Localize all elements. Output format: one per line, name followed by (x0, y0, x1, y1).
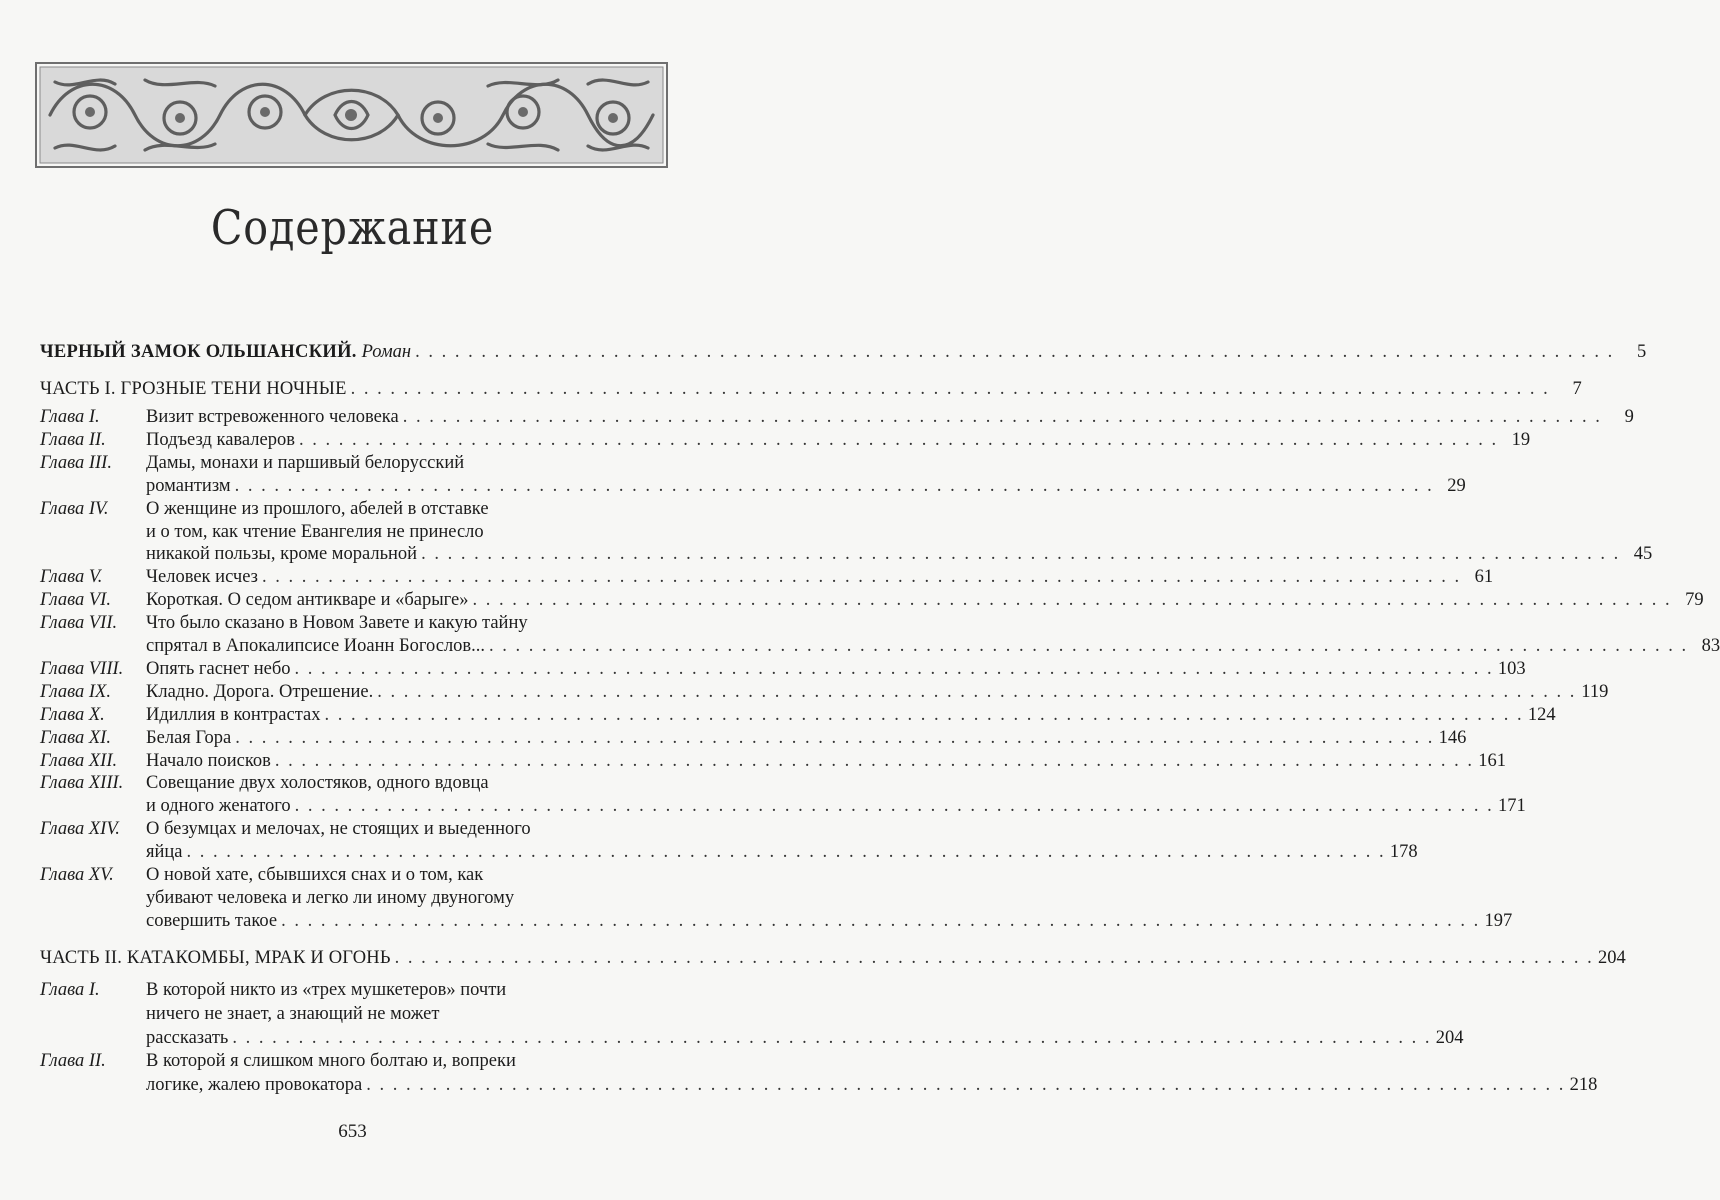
chapter-label: Глава VI. (40, 590, 111, 611)
dot-leader: . . . . . . . . . . . . . . . . . . . . . . . . . . . . . . . . . . . . . . . . . . . . . . . . . . . . . . . . . . . . . . . . . . . . . . . . . . . . . . . . . . . . . . . . . . . (489, 636, 1689, 656)
chapter-title-line: Идиллия в контрастах (146, 704, 321, 725)
toc-line (146, 588, 1704, 612)
chapter-title-line: Человек исчез (146, 567, 258, 588)
page-number-ref: 7 (1572, 379, 1582, 399)
chapter-title-line: Короткая. О седом антикваре и «барыге» (146, 590, 469, 611)
page-title: Содержание (210, 200, 495, 256)
chapter-label: Глава XII. (40, 750, 118, 771)
page-number-ref: 9 (1624, 407, 1634, 427)
toc-line (40, 946, 1626, 970)
chapter-title-line: О женщине из прошлого, абелей в отставке (146, 498, 489, 519)
toc-line (146, 978, 623, 1002)
chapter-label: Глава II. (40, 429, 106, 450)
toc-line (146, 703, 1556, 727)
chapter-label: Глава IX. (40, 681, 111, 702)
dot-leader: . . . . . . . . . . . . . . . . . . . . . . . . . . . . . . . . . . . . . . . . . . . . . . . . . . . . . . . . . . . . . . . . . . . . . . . . . . . . . . . . . . . . . . . . . . . (402, 407, 1602, 427)
page-number-ref: 19 (1511, 429, 1531, 450)
toc-line (146, 428, 1531, 452)
decorative-ornament-header (35, 62, 668, 168)
chapter-title-line: Начало поисков (146, 750, 271, 771)
novel-title (40, 340, 411, 364)
chapter-title-line: Совещание двух холостяков, одного вдовца (146, 773, 489, 794)
toc-line (146, 451, 623, 475)
dot-leader: . . . . . . . . . . . . . . . . . . . . . . . . . . . . . . . . . . . . . . . . . . . . . . . . . . . . . . . . . . . . . . . . . . . . . . . . . . . . . . . . . . . . . . . . . . . (324, 704, 1524, 725)
toc-line (146, 1026, 1464, 1050)
chapter-title-line: яйца (146, 842, 183, 863)
chapter-label: Глава V. (40, 567, 103, 588)
dot-leader: . . . . . . . . . . . . . . . . . . . . . . . . . . . . . . . . . . . . . . . . . . . . . . . . . . . . . . . . . . . . . . . . . . . . . . . . . . . . . . . . . . . . . . . . . . . (298, 429, 1499, 450)
chapter-title-line: ничего не знает, а знающий не может (146, 1003, 440, 1024)
toc-line (146, 794, 1526, 818)
chapter-label: Глава I. (40, 407, 100, 427)
chapter-label: Глава II. (40, 1051, 106, 1072)
chapter-label: Глава VII. (40, 613, 118, 634)
chapter-label: Глава XV. (40, 865, 114, 885)
chapter-title-line: и о том, как чтение Евангелия не принесло (146, 521, 484, 542)
page-number: 653 (338, 1121, 367, 1142)
chapter-title-line: В которой никто из «трех мушкетеров» почти (146, 980, 507, 1000)
chapter-title-line: и одного женатого (146, 796, 291, 817)
chapter-label: Глава IV. (40, 498, 109, 519)
page-number-ref: 45 (1633, 544, 1653, 565)
chapter-title-line: совершить такое (146, 910, 278, 931)
toc-line (146, 1049, 623, 1073)
page-number-ref: 146 (1438, 727, 1467, 748)
toc-line (146, 1073, 1598, 1097)
chapter-label: Глава I. (40, 980, 100, 1000)
toc-line (146, 520, 623, 544)
chapter-label: Глава XIII. (40, 773, 124, 794)
dot-leader: . . . . . . . . . . . . . . . . . . . . . . . . . . . . . . . . . . . . . . . . . . . . . . . . . . . . . . . . . . . . . . . . . . . . . . . . . . . . . . . . . . . . . . . . . . . (377, 681, 1577, 702)
page-number-ref: 5 (1636, 342, 1647, 362)
chapter-title-line: О новой хате, сбывшихся снах и о том, как (146, 865, 484, 885)
novel-title-caps: ЧЕРНЫЙ ЗАМОК ОЛЬШАНСКИЙ. (40, 342, 362, 362)
dot-leader: . . . . . . . . . . . . . . . . . . . . . . . . . . . . . . . . . . . . . . . . . . . . . . . . . . . . . . . . . . . . . . . . . . . . . . . . . . . . . . . . . . . . . . . . . . . (281, 910, 1481, 931)
chapter-title-line: Белая Гора (146, 727, 232, 748)
toc-line (146, 634, 1720, 658)
chapter-title-line: логике, жалею провокатора (146, 1075, 363, 1096)
toc-line (146, 497, 623, 521)
chapter-title-line: Опять гаснет небо (146, 658, 291, 679)
toc-line (146, 771, 623, 795)
chapter-title-line: О безумцах и мелочах, не стоящих и выеденного (146, 819, 531, 840)
page-number-ref: 178 (1389, 842, 1418, 863)
dot-leader: . . . . . . . . . . . . . . . . . . . . . . . . . . . . . . . . . . . . . . . . . . . . . . . . . . . . . . . . . . . . . . . . . . . . . . . . . . . . . . . . . . . . . . . . . . . (294, 796, 1494, 817)
chapter-label: Глава XIV. (40, 819, 120, 840)
toc-line (146, 749, 1507, 773)
toc-line (146, 1002, 623, 1026)
toc-line (40, 377, 1582, 401)
toc-line (146, 611, 623, 635)
dot-leader: . . . . . . . . . . . . . . . . . . . . . . . . . . . . . . . . . . . . . . . . . . . . . . . . . . . . . . . . . . . . . . . . . . . . . . . . . . . . . . . . . . . . . . . . . . . (394, 948, 1594, 968)
chapter-title-line: Что было сказано в Новом Завете и какую тайну (146, 613, 528, 634)
chapter-title-line: Подъезд кавалеров (146, 429, 295, 450)
chapter-title-line: романтизм (146, 475, 231, 496)
chapter-title-line: убивают человека и легко ли иному двуногому (146, 887, 515, 908)
toc-line (146, 886, 623, 910)
chapter-title-line: Визит встревоженного человека (146, 407, 399, 427)
page-number-ref: 103 (1497, 658, 1526, 679)
toc-line (146, 657, 1526, 681)
dot-leader: . . . . . . . . . . . . . . . . . . . . . . . . . . . . . . . . . . . . . . . . . . . . . . . . . . . . . . . . . . . . . . . . . . . . . . . . . . . . . . . . . . . . . . . . . . . (421, 544, 1621, 565)
dot-leader: . . . . . . . . . . . . . . . . . . . . . . . . . . . . . . . . . . . . . . . . . . . . . . . . . . . . . . . . . . . . . . . . . . . . . . . . . . . . . . . . . . . . . . . . . . . (294, 658, 1494, 679)
page-number-ref: 204 (1435, 1027, 1464, 1048)
page-number-ref: 124 (1527, 704, 1556, 725)
chapter-label: Глава X. (40, 704, 105, 725)
toc-line (146, 817, 623, 841)
chapter-title-line: спрятал в Апокалипсисе Иоанн Богослов... (146, 636, 486, 656)
page-number-ref: 83 (1701, 636, 1720, 656)
toc-line (146, 542, 1653, 566)
dot-leader: . . . . . . . . . . . . . . . . . . . . . . . . . . . . . . . . . . . . . . . . . . . . . . . . . . . . . . . . . . . . . . . . . . . . . . . . . . . . . . . . . . . . . . . . . . . (274, 750, 1475, 771)
toc-line (146, 863, 623, 887)
chapter-title-line: Дамы, монахи и паршивый белорусский (146, 452, 465, 473)
page-number-ref: 161 (1478, 750, 1507, 771)
page-number-ref: 218 (1569, 1075, 1598, 1096)
dot-leader: . . . . . . . . . . . . . . . . . . . . . . . . . . . . . . . . . . . . . . . . . . . . . . . . . . . . . . . . . . . . . . . . . . . . . . . . . . . . . . . . . . . . . . . . . . . (472, 590, 1672, 611)
dot-leader: . . . . . . . . . . . . . . . . . . . . . . . . . . . . . . . . . . . . . . . . . . . . . . . . . . . . . . . . . . . . . . . . . . . . . . . . . . . . . . . . . . . . . . . . . . . (235, 727, 1435, 748)
toc-line (146, 909, 1513, 933)
toc-line (146, 680, 1609, 704)
part-heading: ЧАСТЬ I. ГРОЗНЫЕ ТЕНИ НОЧНЫЕ (40, 379, 347, 399)
page-number-ref: 119 (1581, 681, 1609, 702)
chapter-title-line: В которой я слишком много болтаю и, вопреки (146, 1051, 516, 1072)
dot-leader: . . . . . . . . . . . . . . . . . . . . . . . . . . . . . . . . . . . . . . . . . . . . . . . . . . . . . . . . . . . . . . . . . . . . . . . . . . . . . . . . . . . . . . . . . . . (366, 1075, 1566, 1096)
page-number-ref: 204 (1598, 948, 1626, 968)
toc-line (146, 474, 1466, 498)
chapter-label: Глава VIII. (40, 658, 124, 679)
toc-line (146, 565, 1494, 589)
part-heading: ЧАСТЬ II. КАТАКОМБЫ, МРАК И ОГОНЬ (40, 948, 391, 968)
page-number-ref: 171 (1498, 796, 1526, 817)
toc-line (146, 726, 1467, 750)
chapter-title-line: рассказать (146, 1027, 229, 1048)
dot-leader: . . . . . . . . . . . . . . . . . . . . . . . . . . . . . . . . . . . . . . . . . . . . . . . . . . . . . . . . . . . . . . . . . . . . . . . . . . . . . . . . . . . . . . . . . . . (415, 342, 1615, 362)
toc-line (40, 340, 1647, 364)
dot-leader: . . . . . . . . . . . . . . . . . . . . . . . . . . . . . . . . . . . . . . . . . . . . . . . . . . . . . . . . . . . . . . . . . . . . . . . . . . . . . . . . . . . . . . . . . . . (234, 475, 1434, 496)
chapter-title-line: никакой пользы, кроме моральной (146, 544, 418, 565)
page-number-ref: 61 (1474, 567, 1494, 588)
toc-line (146, 405, 1634, 429)
toc-line (146, 840, 1418, 864)
dot-leader: . . . . . . . . . . . . . . . . . . . . . . . . . . . . . . . . . . . . . . . . . . . . . . . . . . . . . . . . . . . . . . . . . . . . . . . . . . . . . . . . . . . . . . . . . . . (350, 379, 1550, 399)
dot-leader: . . . . . . . . . . . . . . . . . . . . . . . . . . . . . . . . . . . . . . . . . . . . . . . . . . . . . . . . . . . . . . . . . . . . . . . . . . . . . . . . . . . . . . . . . . . (261, 567, 1462, 588)
chapter-label: Глава XI. (40, 727, 111, 748)
chapter-label: Глава III. (40, 452, 112, 473)
page-number-ref: 79 (1685, 590, 1704, 611)
page-number-ref: 29 (1447, 475, 1466, 496)
chapter-title-line: Кладно. Дорога. Отрешение. (146, 681, 374, 702)
dot-leader: . . . . . . . . . . . . . . . . . . . . . . . . . . . . . . . . . . . . . . . . . . . . . . . . . . . . . . . . . . . . . . . . . . . . . . . . . . . . . . . . . . . . . . . . . . . (232, 1027, 1432, 1048)
page-number-ref: 197 (1484, 910, 1513, 931)
dot-leader: . . . . . . . . . . . . . . . . . . . . . . . . . . . . . . . . . . . . . . . . . . . . . . . . . . . . . . . . . . . . . . . . . . . . . . . . . . . . . . . . . . . . . . . . . . . (186, 842, 1386, 863)
novel-genre: Роман (361, 342, 412, 362)
